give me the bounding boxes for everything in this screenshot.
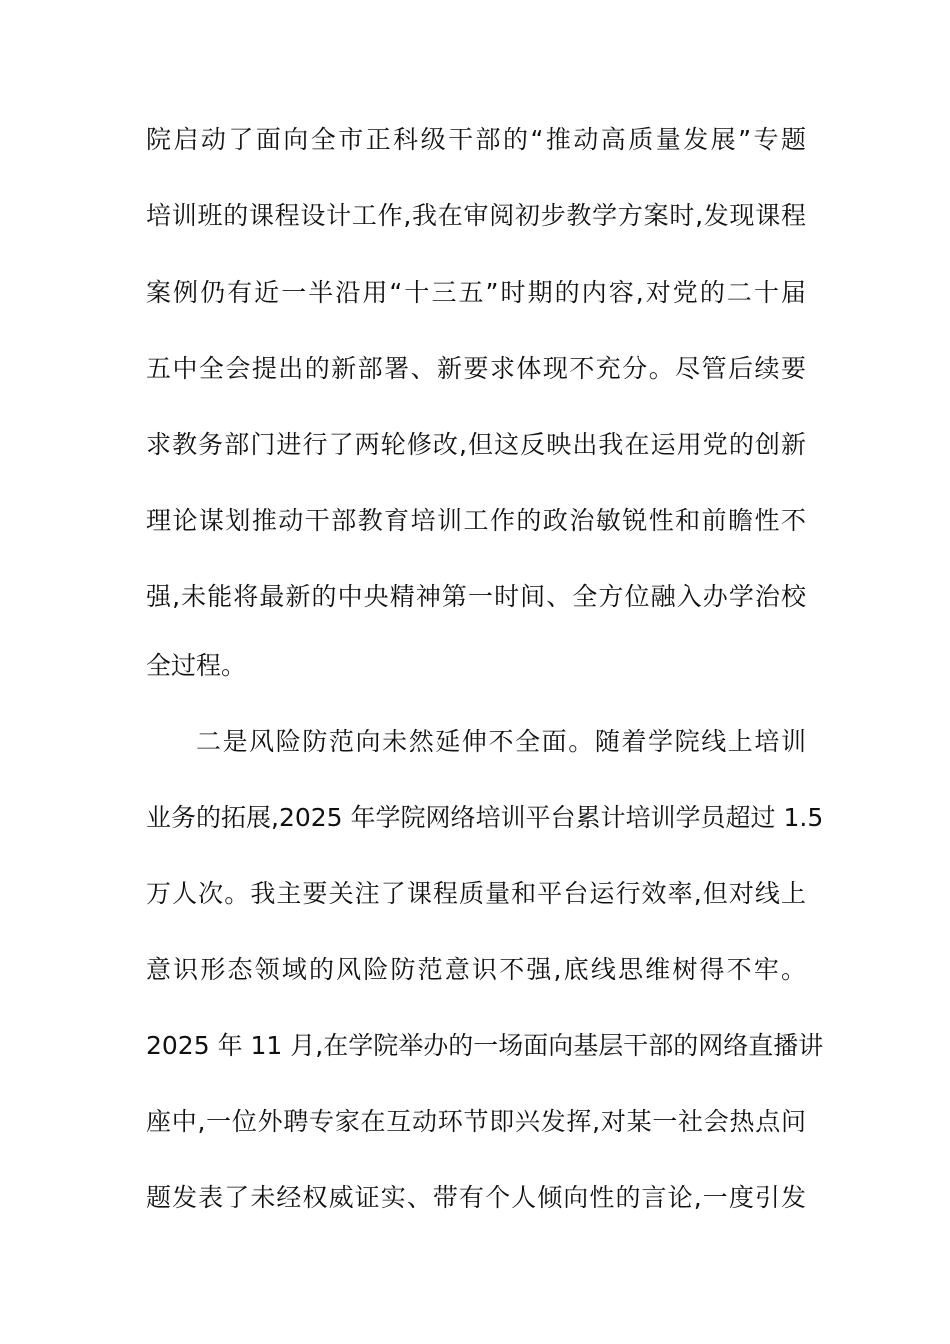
- paragraph-line: 意识形态领域的风险防范意识不强,底线思维树得不牢。: [146, 955, 806, 984]
- paragraph-line: 五中全会提出的新部署、新要求体现不充分。尽管后续要: [146, 354, 806, 383]
- paragraph-line: 业务的拓展,2025 年学院网络培训平台累计培训学员超过 1.5: [146, 803, 824, 832]
- paragraph-line: 强,未能将最新的中央精神第一时间、全方位融入办学治校: [146, 582, 806, 611]
- paragraph-line: 案例仍有近一半沿用“十三五”时期的内容,对党的二十届: [146, 278, 806, 307]
- paragraph-line: 求教务部门进行了两轮修改,但这反映出我在运用党的创新: [146, 430, 806, 459]
- paragraph-line: 培训班的课程设计工作,我在审阅初步教学方案时,发现课程: [146, 201, 806, 230]
- paragraph-line: 全过程。: [146, 651, 247, 680]
- paragraph-line: 2025 年 11 月,在学院举办的一场面向基层干部的网络直播讲: [146, 1031, 824, 1060]
- paragraph-line: 题发表了未经权威证实、带有个人倾向性的言论,一度引发: [146, 1183, 806, 1212]
- paragraph-first-line: 二是风险防范向未然延伸不全面。随着学院线上培训: [196, 727, 806, 756]
- paragraph-line: 理论谋划推动干部教育培训工作的政治敏锐性和前瞻性不: [146, 506, 806, 535]
- paragraph-line: 院启动了面向全市正科级干部的“推动高质量发展”专题: [146, 125, 806, 154]
- paragraph-line: 万人次。我主要关注了课程质量和平台运行效率,但对线上: [146, 879, 806, 908]
- paragraph-line: 座中,一位外聘专家在互动环节即兴发挥,对某一社会热点问: [146, 1107, 806, 1136]
